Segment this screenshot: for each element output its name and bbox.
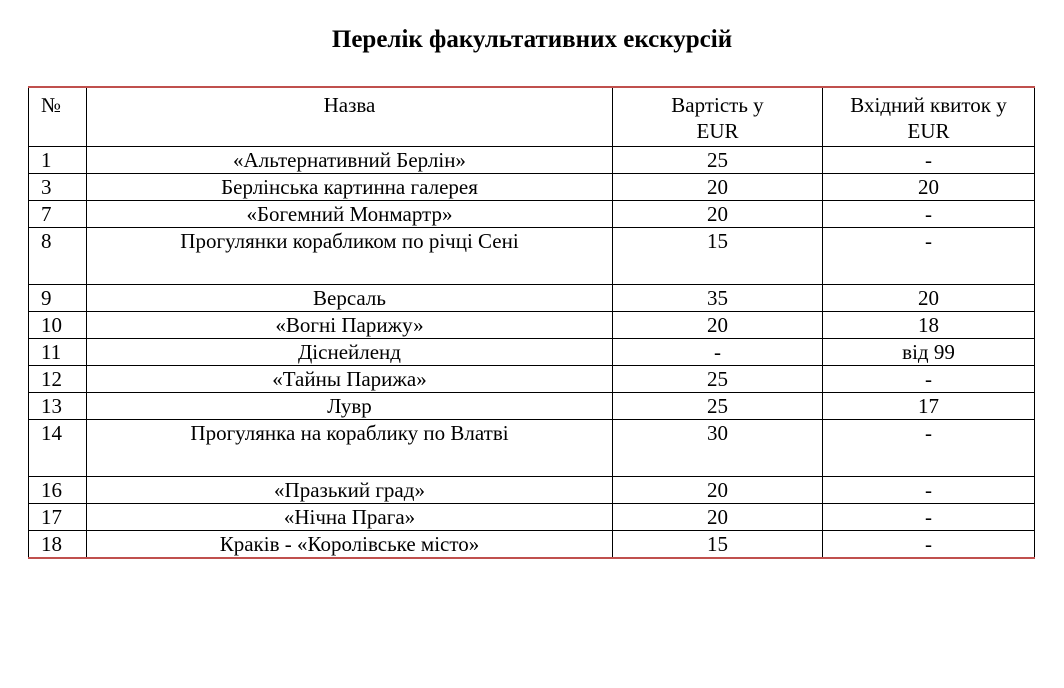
cell-name: Прогулянка на кораблику по Влатві <box>87 420 613 477</box>
cell-ticket: 20 <box>823 174 1035 201</box>
cell-number: 8 <box>29 228 87 285</box>
cell-name: Лувр <box>87 393 613 420</box>
table-row <box>29 228 1035 285</box>
cell-name: Діснейленд <box>87 339 613 366</box>
table-header-row <box>29 87 1035 147</box>
cell-name: Краків - «Королівське місто» <box>87 531 613 559</box>
cell-name: «Богемний Монмартр» <box>87 201 613 228</box>
cell-name: Прогулянки корабликом по річці Сені <box>87 228 613 285</box>
cell-name: «Альтернативний Берлін» <box>87 147 613 174</box>
cell-number: 3 <box>29 174 87 201</box>
cell-ticket: 17 <box>823 393 1035 420</box>
cell-price: 20 <box>613 312 823 339</box>
cell-name: Берлінська картинна галерея <box>87 174 613 201</box>
cell-number: 18 <box>29 531 87 559</box>
cell-number: 14 <box>29 420 87 477</box>
header-price: Вартість у EUR <box>613 87 823 147</box>
cell-ticket: 18 <box>823 312 1035 339</box>
table-row <box>29 285 1035 312</box>
table-row <box>29 147 1035 174</box>
table-row <box>29 504 1035 531</box>
cell-number: 11 <box>29 339 87 366</box>
cell-ticket: від 99 <box>823 339 1035 366</box>
cell-ticket: 20 <box>823 285 1035 312</box>
cell-price: 15 <box>613 531 823 559</box>
header-ticket: Вхідний квиток у EUR <box>823 87 1035 147</box>
cell-name: Версаль <box>87 285 613 312</box>
cell-number: 16 <box>29 477 87 504</box>
table-row <box>29 312 1035 339</box>
cell-number: 12 <box>29 366 87 393</box>
cell-ticket: - <box>823 477 1035 504</box>
cell-price: 20 <box>613 504 823 531</box>
cell-price: 20 <box>613 201 823 228</box>
cell-price: 20 <box>613 174 823 201</box>
table-row <box>29 174 1035 201</box>
cell-ticket: - <box>823 531 1035 559</box>
excursions-table <box>28 86 1035 559</box>
cell-ticket: - <box>823 504 1035 531</box>
cell-price: - <box>613 339 823 366</box>
cell-name: «Празький град» <box>87 477 613 504</box>
cell-ticket: - <box>823 201 1035 228</box>
header-name: Назва <box>87 87 613 147</box>
cell-price: 15 <box>613 228 823 285</box>
table-row <box>29 339 1035 366</box>
cell-price: 20 <box>613 477 823 504</box>
cell-number: 17 <box>29 504 87 531</box>
table-row <box>29 366 1035 393</box>
cell-ticket: - <box>823 147 1035 174</box>
cell-number: 9 <box>29 285 87 312</box>
cell-price: 25 <box>613 147 823 174</box>
cell-price: 30 <box>613 420 823 477</box>
table-row <box>29 420 1035 477</box>
table-row <box>29 477 1035 504</box>
cell-ticket: - <box>823 420 1035 477</box>
cell-number: 1 <box>29 147 87 174</box>
table-row <box>29 393 1035 420</box>
cell-price: 25 <box>613 366 823 393</box>
cell-number: 7 <box>29 201 87 228</box>
cell-number: 10 <box>29 312 87 339</box>
cell-ticket: - <box>823 366 1035 393</box>
document-title: Перелік факультативних екскурсій <box>331 26 733 53</box>
cell-price: 35 <box>613 285 823 312</box>
table-row <box>29 531 1035 559</box>
cell-name: «Тайны Парижа» <box>87 366 613 393</box>
cell-price: 25 <box>613 393 823 420</box>
cell-ticket: - <box>823 228 1035 285</box>
cell-name: «Вогні Парижу» <box>87 312 613 339</box>
cell-number: 13 <box>29 393 87 420</box>
table-row <box>29 201 1035 228</box>
header-number: № <box>29 87 87 147</box>
cell-name: «Нічна Прага» <box>87 504 613 531</box>
